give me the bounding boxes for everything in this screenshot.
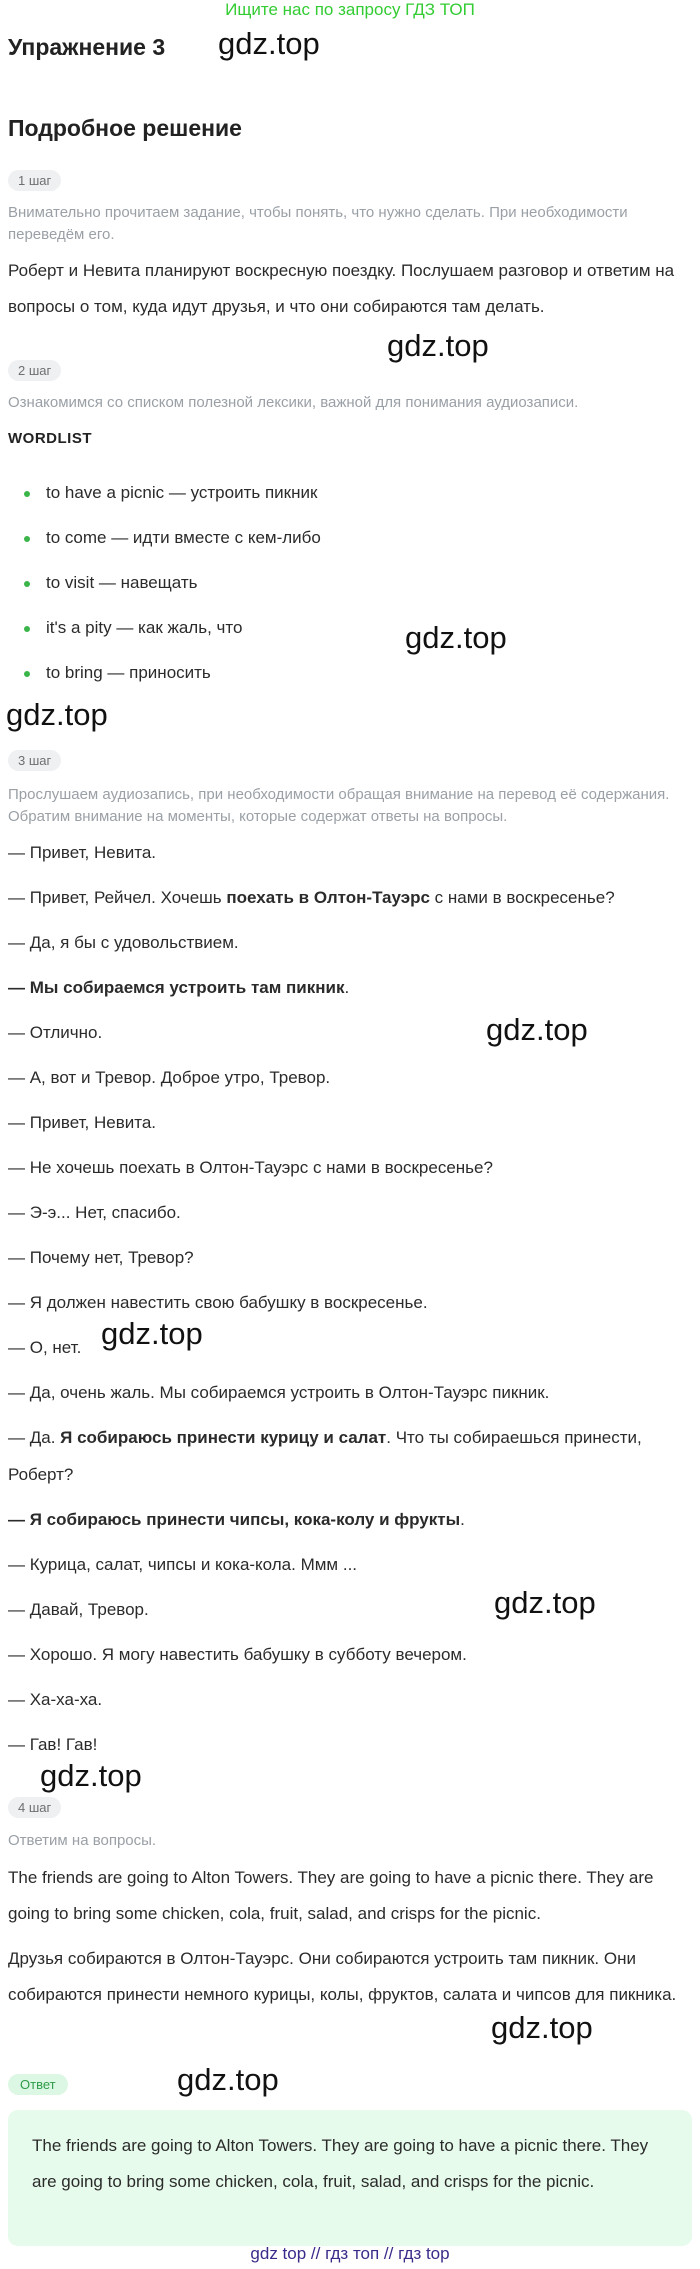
step-4-badge: 4 шаг bbox=[8, 1797, 61, 1818]
answer-badge: Ответ bbox=[8, 2074, 68, 2095]
dialogue-line: — Да, я бы с удовольствием. bbox=[8, 933, 239, 952]
dialogue-line: — Ха-ха-ха. bbox=[8, 1690, 103, 1709]
footer-links[interactable]: gdz top // гдз топ // гдз top bbox=[250, 2244, 450, 2263]
watermark: gdz.top bbox=[40, 1758, 142, 1793]
top-banner[interactable]: Ищите нас по запросу ГДЗ ТОП bbox=[225, 0, 475, 19]
dialogue-line: — Гав! Гав! bbox=[8, 1735, 98, 1754]
exercise-title: Упражнение 3 bbox=[8, 34, 166, 60]
bullet-icon bbox=[24, 626, 30, 632]
bullet-icon bbox=[24, 536, 30, 542]
dialogue-line: — Хорошо. Я могу навестить бабушку в субботу вечером. bbox=[8, 1645, 467, 1664]
wordlist-title: WORDLIST bbox=[8, 430, 92, 447]
dialogue-line: — Курица, салат, чипсы и кока-кола. Ммм ... bbox=[8, 1555, 358, 1574]
step-2-badge: 2 шаг bbox=[8, 360, 61, 381]
dialogue-line: — Мы собираемся устроить там пикник. bbox=[8, 978, 350, 997]
dialogue-line: — Давай, Тревор. bbox=[8, 1600, 149, 1619]
dialogue-line: — Почему нет, Тревор? bbox=[8, 1248, 194, 1267]
step-3-note: Прослушаем аудиозапись, при необходимости обращая внимание на перевод её содержания. Обратим внимание на моменты, которые содержат ответы на вопросы. bbox=[8, 786, 670, 825]
dialogue-line: — Не хочешь поехать в Олтон-Тауэрс с нами в воскресенье? bbox=[8, 1158, 493, 1177]
step-2-note: Ознакомимся со списком полезной лексики, важной для понимания аудиозаписи. bbox=[8, 394, 579, 411]
solution-heading: Подробное решение bbox=[8, 115, 242, 141]
dialogue-line: — Я должен навестить свою бабушку в воскресенье. bbox=[8, 1293, 428, 1312]
step-1-text: Роберт и Невита планируют воскресную поездку. Послушаем разговор и ответим на вопросы о том, куда идут друзья, и что они собираются там делать. bbox=[8, 261, 675, 316]
dialogue-line: Роберт? bbox=[8, 1465, 74, 1484]
answer-box bbox=[8, 2110, 692, 2246]
dialogue-line: — Да, очень жаль. Мы собираемся устроить в Олтон-Тауэрс пикник. bbox=[8, 1383, 550, 1402]
watermark: gdz.top bbox=[101, 1316, 203, 1351]
bullet-icon bbox=[24, 491, 30, 497]
watermark: gdz.top bbox=[177, 2062, 279, 2097]
watermark: gdz.top bbox=[491, 2010, 593, 2045]
bullet-icon bbox=[24, 581, 30, 587]
dialogue-line: — Привет, Невита. bbox=[8, 1113, 157, 1132]
watermark: gdz.top bbox=[405, 620, 507, 655]
wordlist-item: to bring — приносить bbox=[24, 663, 211, 683]
bullet-icon bbox=[24, 671, 30, 677]
dialogue-line: — Привет, Рейчел. Хочешь поехать в Олтон-Тауэрс с нами в воскресенье? bbox=[8, 888, 615, 907]
wordlist-item: it's a pity — как жаль, что bbox=[24, 618, 242, 638]
wordlist-item: to visit — навещать bbox=[24, 573, 197, 593]
wordlist-item: to have a picnic — устроить пикник bbox=[24, 483, 317, 503]
watermark: gdz.top bbox=[6, 697, 108, 732]
watermark: gdz.top bbox=[494, 1585, 596, 1620]
step-1-badge: 1 шаг bbox=[8, 170, 61, 191]
dialogue-line: — Я собираюсь принести чипсы, кока-колу и фрукты. bbox=[8, 1510, 465, 1529]
dialogue-line: — Привет, Невита. bbox=[8, 843, 157, 862]
wordlist-item: to come — идти вместе с кем-либо bbox=[24, 528, 321, 548]
dialogue-line: — О, нет. bbox=[8, 1338, 82, 1357]
step-4-russian-answer: Друзья собираются в Олтон-Тауэрс. Они собираются устроить там пикник. Они собираются принести немного курицы, колы, фруктов, салата и чипсов для пикника. bbox=[8, 1949, 677, 2004]
step-4-english-answer: The friends are going to Alton Towers. They are going to have a picnic there. They are going to bring some chicken, cola, fruit, salad, and crisps for the picnic. bbox=[8, 1868, 654, 1923]
watermark: gdz.top bbox=[486, 1012, 588, 1047]
dialogue-line: — Отлично. bbox=[8, 1023, 103, 1042]
answer-text: The friends are going to Alton Towers. They are going to have a picnic there. They are going to bring some chicken, cola, fruit, salad, and crisps for the picnic. bbox=[32, 2136, 649, 2191]
watermark: gdz.top bbox=[387, 328, 489, 363]
dialogue-line: — Э-э... Нет, спасибо. bbox=[8, 1203, 181, 1222]
step-1-note: Внимательно прочитаем задание, чтобы понять, что нужно сделать. При необходимости переведём его. bbox=[8, 204, 628, 243]
step-3-badge: 3 шаг bbox=[8, 750, 61, 771]
watermark: gdz.top bbox=[218, 26, 320, 61]
step-4-note: Ответим на вопросы. bbox=[8, 1832, 157, 1849]
dialogue-line: — Да. Я собираюсь принести курицу и салат. Что ты собираешься принести, bbox=[8, 1428, 642, 1447]
dialogue-line: — А, вот и Тревор. Доброе утро, Тревор. bbox=[8, 1068, 331, 1087]
